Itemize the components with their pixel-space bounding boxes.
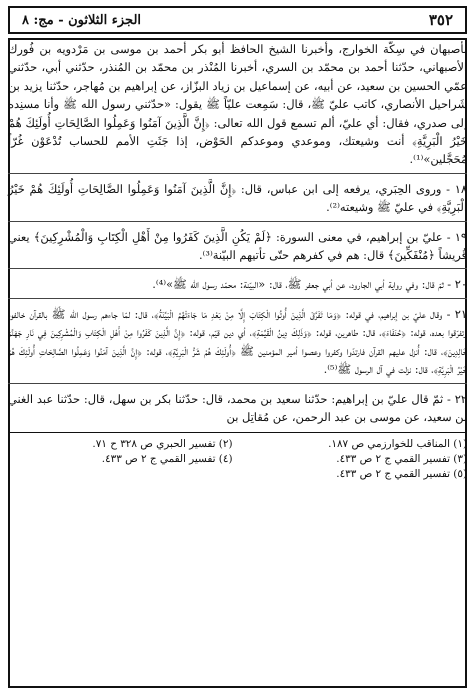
paragraph-19: ١٩ - عليّ بن إبراهيم، في معنى السورة: ﴿لَمْ يَكُنِ الَّذِينَ كَفَرُوا مِنْ أَهْلِ الْكِتَابِ وَالْمُشْرِكِينَ﴾ يعني قُريشاً ﴿مُنْفَكِّينَ﴾ قال: هم في كفرهم حتّى تأتيهم البيّنة⁽³⁾. — [8, 229, 467, 263]
separator — [8, 221, 467, 222]
paragraph-21: ٢١ - وقال عليّ بن إبراهيم، في قوله: ﴿وَمَا تَفَرَّقَ الَّذِينَ أُوتُوا الْكِتَابَ إِلَّا مِنْ بَعْدِ مَا جَاءَتْهُمُ الْبَيِّنَةُ﴾، قال: لمّا جاءهم رسول الله ﷺ بالقرآن خالفوه وتفرّقوا بعده، قوله: ﴿حُنَفَاءَ﴾، قال: طاهرين، قوله: ﴿وَذَلِكَ دِينُ الْقَيِّمَةِ﴾، أي دين قيّم، قوله: ﴿إِنَّ الَّذِينَ كَفَرُوا مِنْ أَهْلِ الْكِتَابِ وَالْمُشْرِكِينَ فِي نَارِ جَهَنَّمَ خَالِدِينَ﴾، قال: أُنزل عليهم القرآن فارتدّوا وكفروا وعصوا أمير المؤمنين ﷺ ﴿أُولَئِكَ هُمْ شَرُّ الْبَرِيَّةِ﴾، قوله: ﴿إِنَّ الَّذِينَ آمَنُوا وَعَمِلُوا الصَّالِحَاتِ أُولَئِكَ هُمْ خَيْرُ الْبَرِيَّةِ﴾، قال: نزلت في آل الرسول ﷺ⁽⁵⁾. — [8, 306, 467, 377]
footnote-1: (١) المناقب للخوارزمي ص ١٨٧. — [328, 438, 467, 451]
page-title: الجزء الثلاثون - مج: ٨ — [22, 12, 142, 28]
page-header — [8, 6, 467, 34]
paragraph-17-continued: بأصبهان في سِكّة الخوارج، وأخبرنا الشيخ الحافظ أبو بكر أحمد بن موسى بن مَرْدويه بن فُورك الأصبهاني، حدّثنا أحمد بن محمّد بن السري، أخبرنا المُنْذر بن محمّد بن المُنذر، حدّثني أبي، حدّثني عمّي الحسين بن سعيد، عن أبيه، عن إسماعيل بن زياد البزّاز، عن إبراهيم بن مُهاجر، حدّثنا يزيد بن شَراحيل الأنصاري، كاتب عليّ ﷺ، قال: سَمِعت عليّاً ﷺ يقول: «حدّثني رسول الله ﷺ وأنا مسنِده إلى صدري، فقال: أي عليّ، ألم تسمع قول الله تعالى: ﴿إِنَّ الَّذِينَ آمَنُوا وَعَمِلُوا الصَّالِحَاتِ أُولَئِكَ هُمْ خَيْرُ الْبَرِيَّةِ﴾ أنت وشيعتك، وموعدي وموعدكم الحَوْض، إذا جَثَتِ الأمم للحساب تُدْعَوْن غُرّاً مُحَجَّلين»⁽¹⁾. — [8, 42, 467, 167]
paragraph-20: ٢٠ - ثمّ قال: وفي رواية أبي الجارود، عن أبي جعفر ﷺ، قال: «البيّنة: محمّد رسول الله ﷺ»⁽⁴⁾. — [152, 277, 467, 292]
separator — [8, 298, 467, 299]
separator — [8, 268, 467, 269]
footnotes — [8, 437, 467, 482]
page-number: ٣٥٢ — [428, 11, 453, 29]
main-text — [8, 40, 467, 482]
footnote-2: (٢) تفسير الحبري ص ٣٢٨ ح ٧١. — [92, 438, 233, 451]
footnote-4: (٤) تفسير القمي ج ٢ ص ٤٣٣. — [101, 453, 233, 466]
footnote-3: (٣) تفسير القمي ج ٢ ص ٤٣٣. — [336, 453, 467, 466]
separator — [8, 173, 467, 174]
paragraph-18: ١٨ - وروى الحِبَري، يرفعه إلى ابن عباس، قال: ﴿إِنَّ الَّذِينَ آمَنُوا وَعَمِلُوا الصَّالِحَاتِ أُولَئِكَ هُمْ خَيْرُ الْبَرِيَّةِ﴾ في عليّ ﷺ وشيعته⁽²⁾. — [8, 181, 467, 215]
paragraph-22: ٢٢ - ثمّ قال عليّ بن إبراهيم: حدّثنا سعيد بن محمد، قال: حدّثنا بكر بن سهل، قال: حدّثنا عبد الغني بن سعيد، عن موسى بن عبد الرحمن، عن مُقاتِل بن — [8, 391, 467, 424]
footnote-5: (٥) تفسير القمي ج ٢ ص ٤٣٣. — [336, 468, 467, 481]
footnote-rule — [8, 432, 467, 433]
separator — [8, 383, 467, 384]
